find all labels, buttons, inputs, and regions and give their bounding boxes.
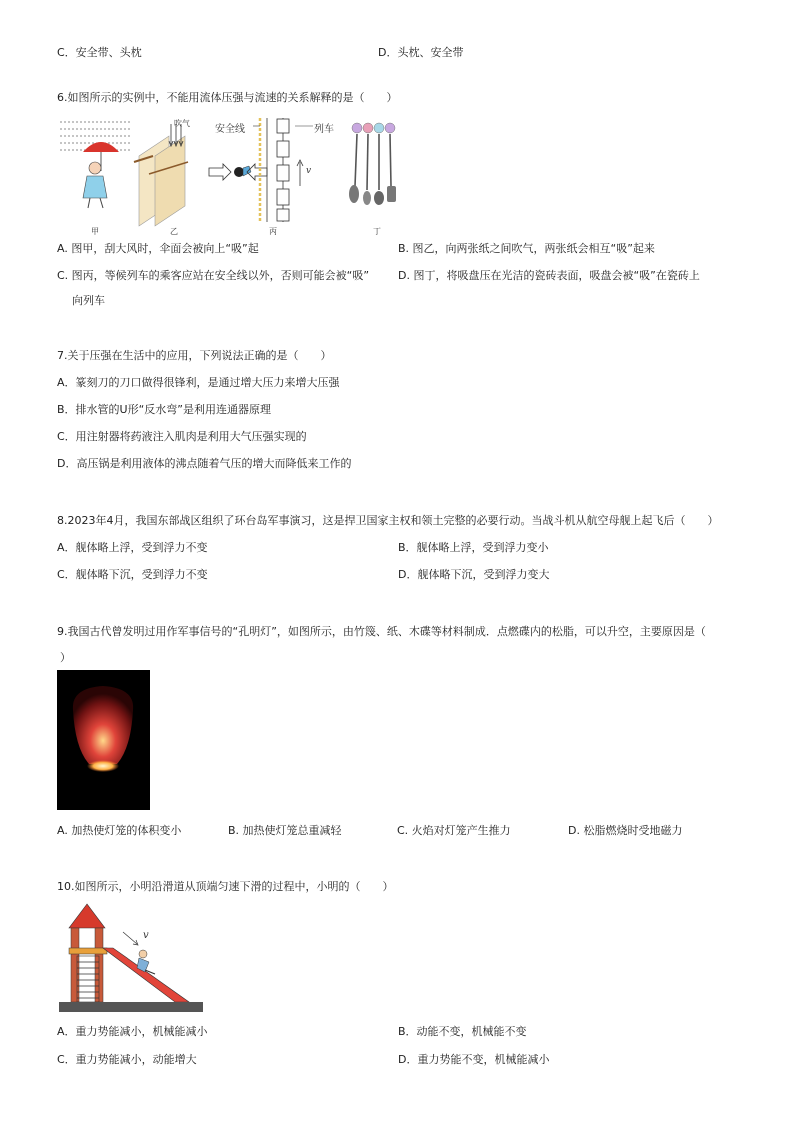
q6-option-c-cont: 向列车 bbox=[72, 294, 105, 307]
label-ding: 丁 bbox=[373, 227, 381, 236]
q8-option-b: B．舰体略上浮，受到浮力变小 bbox=[398, 541, 549, 554]
q7-option-d: D．高压锅是利用液体的沸点随着气压的增大而降低来工作的 bbox=[57, 457, 352, 470]
suction-cup-icon bbox=[374, 123, 384, 133]
passenger-head-icon bbox=[234, 167, 244, 177]
sky-lantern-svg bbox=[57, 670, 150, 810]
suction-cup-icon bbox=[385, 123, 395, 133]
girl-dress-icon bbox=[83, 176, 107, 198]
slide-svg bbox=[57, 900, 207, 1016]
slide-roof-icon bbox=[69, 904, 105, 928]
q5-option-d: D．头枕、安全带 bbox=[378, 46, 464, 59]
q9-sky-lantern-photo bbox=[57, 670, 150, 810]
q8-stem: 8.2023年4月，我国东部战区组织了环台岛军事演习，这是捍卫国家主权和领土完整的必要行动。当战斗机从航空母舰上起飞后（ ） bbox=[57, 514, 719, 527]
q9-option-c: C. 火焰对灯笼产生推力 bbox=[397, 824, 511, 837]
label-safety-line: 安全线 bbox=[215, 124, 245, 135]
q9-option-a: A. 加热使灯笼的体积变小 bbox=[57, 824, 182, 837]
flame-icon bbox=[87, 760, 119, 772]
q10-option-a: A．重力势能减小，机械能减小 bbox=[57, 1025, 208, 1038]
q7-option-c: C．用注射器将药液注入肌肉是利用大气压强实现的 bbox=[57, 430, 307, 443]
label-velocity: v bbox=[306, 166, 312, 176]
lantern-icon bbox=[73, 686, 133, 764]
q8-option-d: D．舰体略下沉，受到浮力变大 bbox=[398, 568, 550, 581]
q10-option-c: C．重力势能减小，动能增大 bbox=[57, 1053, 197, 1066]
skimmer-icon bbox=[374, 191, 384, 205]
label-bing: 丙 bbox=[269, 227, 277, 236]
q8-option-a: A．舰体略上浮，受到浮力不变 bbox=[57, 541, 208, 554]
q8-option-c: C．舰体略下沉，受到浮力不变 bbox=[57, 568, 208, 581]
q10-label-velocity: v bbox=[143, 930, 149, 941]
figure-ding-utensils bbox=[349, 123, 396, 205]
ground-base bbox=[59, 1002, 203, 1012]
slide-post-left bbox=[71, 928, 79, 1002]
q10-stem: 10.如图所示，小明沿滑道从顶端匀速下滑的过程中，小明的（ ） bbox=[57, 880, 394, 893]
label-jia: 甲 bbox=[91, 227, 99, 236]
q10-option-d: D．重力势能不变，机械能减小 bbox=[398, 1053, 550, 1066]
q5-option-c: C．安全带、头枕 bbox=[57, 46, 142, 59]
label-chui-qi: 吹气 bbox=[174, 119, 190, 128]
label-train: 列车 bbox=[314, 124, 334, 135]
q10-option-b: B．动能不变，机械能不变 bbox=[398, 1025, 527, 1038]
girl-head-icon bbox=[89, 162, 101, 174]
q6-option-b: B. 图乙，向两张纸之间吹气，两张纸会相互“吸”起来 bbox=[398, 242, 655, 255]
suction-cup-icon bbox=[363, 123, 373, 133]
q10-slide-figure bbox=[57, 900, 207, 1016]
spatula-icon bbox=[387, 186, 396, 202]
q9-stem-cont: ） bbox=[60, 651, 71, 664]
q9-option-d: D. 松脂燃烧时受地磁力 bbox=[568, 824, 683, 837]
q6-option-a: A. 图甲，刮大风时，伞面会被向上“吸”起 bbox=[57, 242, 259, 255]
figure-yi-papers bbox=[134, 124, 188, 226]
q6-stem: 6.如图所示的实例中，不能用流体压强与流速的关系解释的是（ ） bbox=[57, 91, 398, 104]
q7-option-b: B．排水管的U形“反水弯”是利用连通器原理 bbox=[57, 403, 271, 416]
umbrella-icon bbox=[83, 142, 119, 152]
xiaoming-head-icon bbox=[139, 950, 147, 958]
q6-figure bbox=[57, 116, 402, 236]
ladle-icon bbox=[349, 185, 359, 203]
q6-option-c: C. 图丙，等候列车的乘客应站在安全线以外，否则可能会被“吸” bbox=[57, 269, 370, 282]
spoon-icon bbox=[363, 191, 371, 205]
q6-option-d: D. 图丁，将吸盘压在光洁的瓷砖表面，吸盘会被“吸”在瓷砖上 bbox=[398, 269, 700, 282]
q9-option-b: B. 加热使灯笼总重减轻 bbox=[228, 824, 342, 837]
suction-cup-icon bbox=[352, 123, 362, 133]
arrow-right-icon bbox=[209, 164, 231, 180]
q9-stem: 9.我国古代曾发明过用作军事信号的“孔明灯”，如图所示，由竹篾、纸、木碟等材料制成．点燃碟内的松脂，可以升空，主要原因是（ bbox=[57, 625, 706, 638]
q7-stem: 7.关于压强在生活中的应用，下列说法正确的是（ ） bbox=[57, 349, 332, 362]
q7-option-a: A．篆刻刀的刀口做得很锋利，是通过增大压力来增大压强 bbox=[57, 376, 340, 389]
label-yi: 乙 bbox=[170, 227, 178, 236]
